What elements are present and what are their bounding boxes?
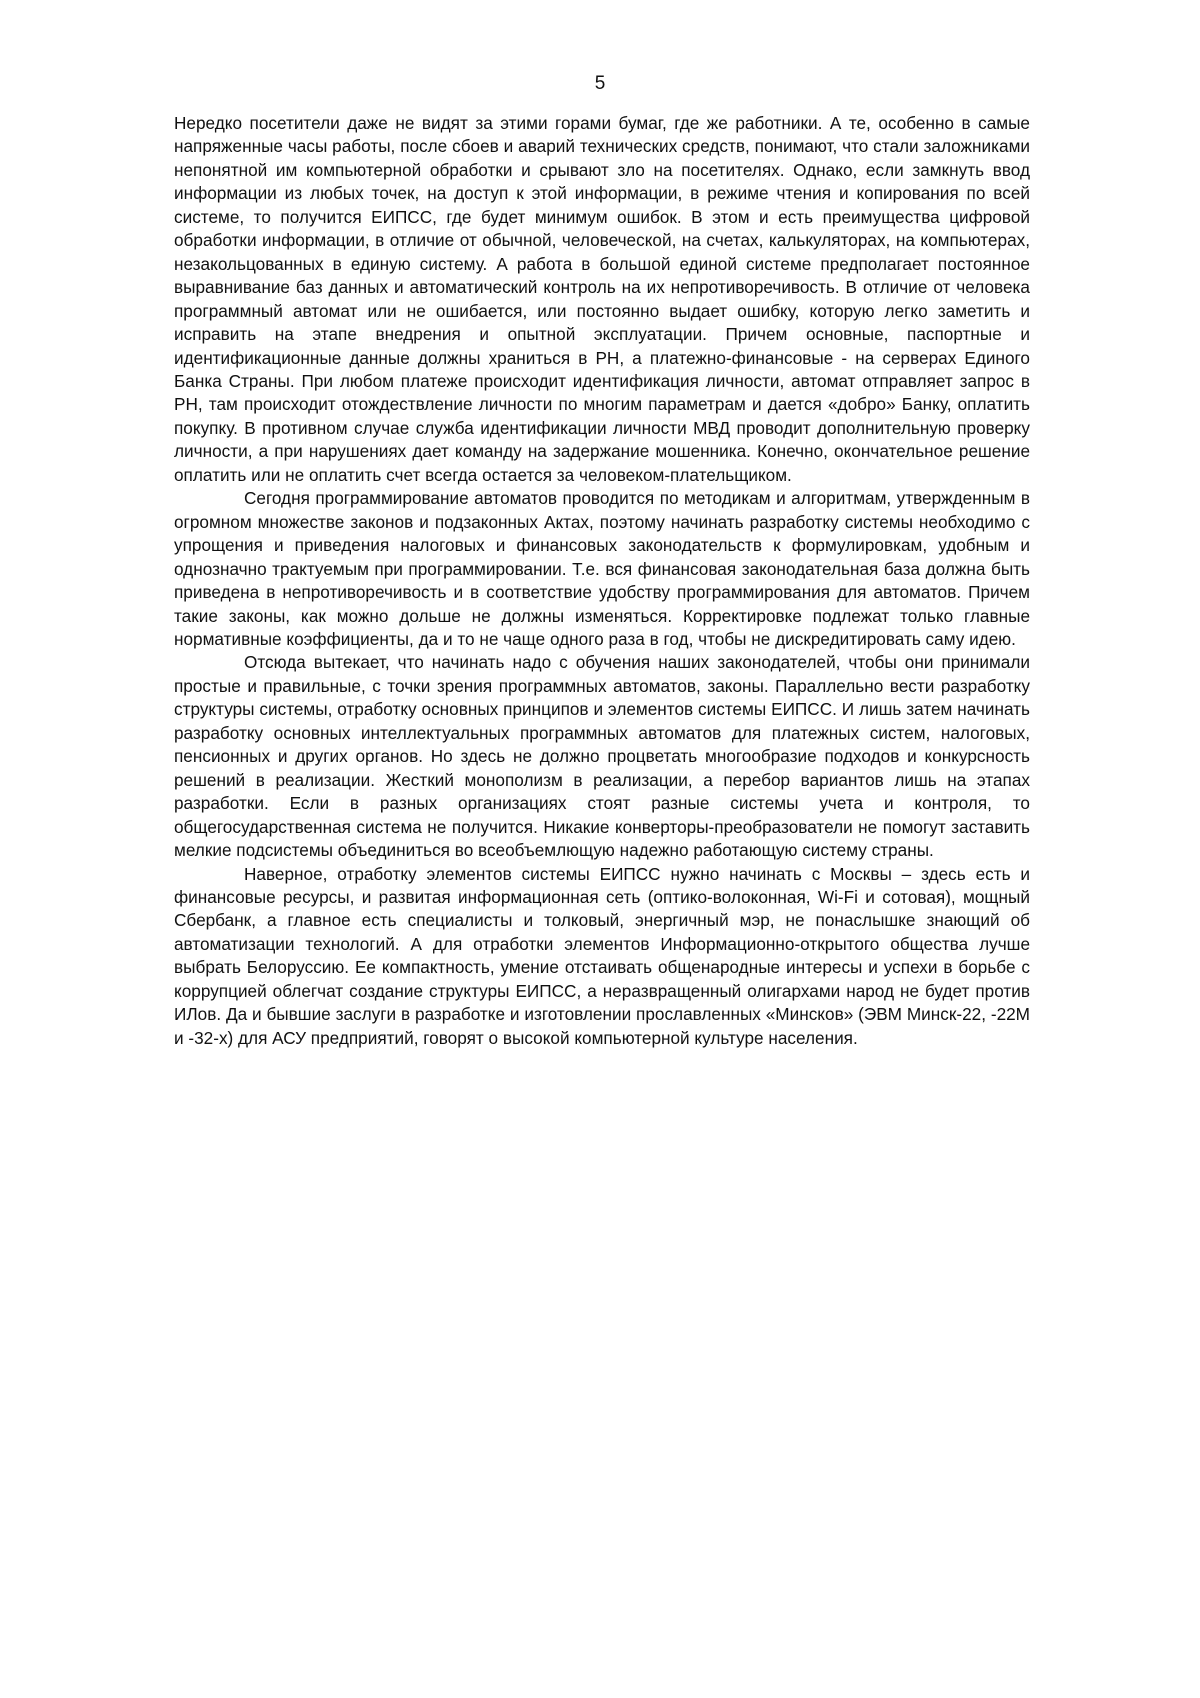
paragraph-4: Наверное, отработку элементов системы ЕИПСС нужно начинать с Москвы – здесь есть и финансовые ресурсы, и развитая информационная сеть (оптико-волоконная, Wi-Fi и сотовая), мощный Сбербанк, а главное есть специалисты и толковый, энергичный мэр, не понаслышке знающий об автоматизации технологий. А для отработки элементов Информационно-открытого общества лучше выбрать Белоруссию. Ее компактность, умение отстаивать общенародные интересы и успехи в борьбе с коррупцией облегчат создание структуры ЕИПСС, а неразвращенный олигархами народ не будет против ИЛов. Да и бывшие заслуги в разработке и изготовлении прославленных «Минсков» (ЭВМ Минск-22, -22М и -32-х) для АСУ предприятий, говорят о высокой компьютерной культуре населения. <box>174 863 1030 1048</box>
paragraph-2: Сегодня программирование автоматов проводится по методикам и алгоритмам, утвержденным в огромном множестве законов и подзаконных Актах, поэтому начинать разработку системы необходимо с упрощения и приведения налоговых и финансовых законодательств к формулировкам, удобным и однозначно трактуемым при программировании. Т.е. вся финансовая законодательная база должна быть приведена в непротиворечивость и в соответствие удобству программирования для автоматов. Причем такие законы, как можно дольше не должны изменяться. Корректировке подлежат только главные нормативные коэффициенты, да и то не чаще одного раза в год, чтобы не дискредитировать саму идею. <box>174 488 1030 649</box>
page-number: 5 <box>594 73 606 94</box>
body-text <box>174 112 1030 1050</box>
paragraph-3: Отсюда вытекает, что начинать надо с обучения наших законодателей, чтобы они принимали простые и правильные, с точки зрения программных автоматов, законы. Параллельно вести разработку структуры системы, отработку основных принципов и элементов системы ЕИПСС. И лишь затем начинать разработку основных интеллектуальных программных автоматов для платежных систем, налоговых, пенсионных и других органов. Но здесь не должно процветать многообразие подходов и конкурсность решений в реализации. Жесткий монополизм в реализации, а перебор вариантов лишь на этапах разработки. Если в разных организациях стоят разные системы учета и контроля, то общегосударственная система не получится. Никакие конверторы-преобразователи не помогут заставить мелкие подсистемы объединиться во всеобъемлющую надежно работающую систему страны. <box>174 652 1030 861</box>
paragraph-1: Нередко посетители даже не видят за этими горами бумаг, где же работники. А те, особенно в самые напряженные часы работы, после сбоев и аварий технических средств, понимают, что стали заложниками непонятной им компьютерной обработки и срывают зло на посетителях. Однако, если замкнуть ввод информации из любых точек, на доступ к этой информации, в режиме чтения и копирования по всей системе, то получится ЕИПСС, где будет минимум ошибок. В этом и есть преимущества цифровой обработки информации, в отличие от обычной, человеческой, на счетах, калькуляторах, на компьютерах, незакольцованных в единую систему. А работа в большой единой системе предполагает постоянное выравнивание баз данных и автоматический контроль на их непротиворечивость. В отличие от человека программный автомат или не ошибается, или постоянно выдает ошибку, которую легко заметить и исправить на этапе внедрения и опытной эксплуатации. Причем основные, паспортные и идентификационные данные должны храниться в РН, а платежно-финансовые - на серверах Единого Банка Страны. При любом платеже происходит идентификация личности, автомат отправляет запрос в РН, там происходит отождествление личности по многим параметрам и дается «добро» Банку, оплатить покупку. В противном случае служба идентификации личности МВД проводит дополнительную проверку личности, а при нарушениях дает команду на задержание мошенника. Конечно, окончательное решение оплатить или не оплатить счет всегда остается за человеком-плательщиком. <box>174 113 1030 485</box>
